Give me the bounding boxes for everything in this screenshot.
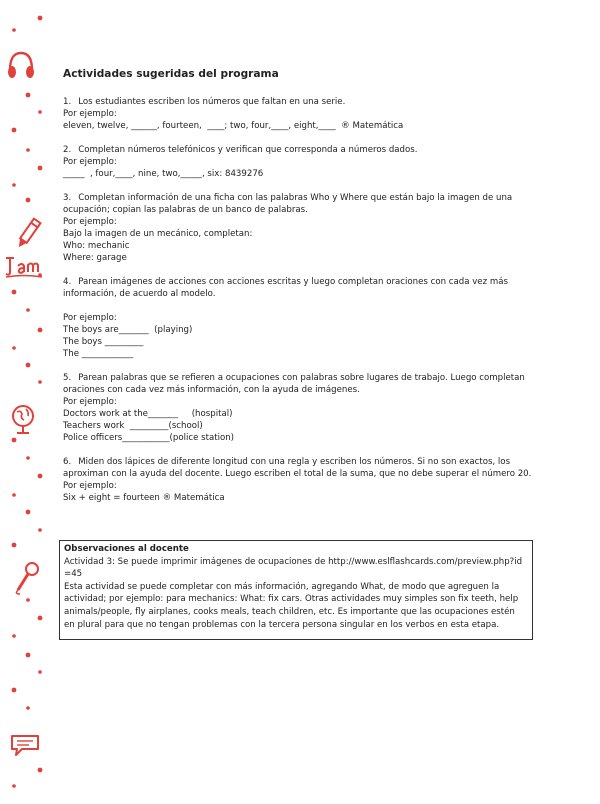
- teacher-observations-box: [59, 540, 533, 640]
- decor-dot: [12, 128, 17, 133]
- activity-line: Bajo la imagen de un mecánico, completan:: [63, 229, 253, 239]
- activities-list: [63, 96, 533, 504]
- activity-number: 5.: [63, 373, 72, 383]
- activity-line: Por ejemplo:: [63, 109, 117, 119]
- decor-dot: [12, 290, 17, 295]
- observations-paragraph-2: Esta actividad se puede completar con más información, agregando What, de modo que agreguen la actividad; por ejemplo: para mechanics: What: fix cars. Otras actividades muy simples son fix teeth, help animals/people, fly airplanes, cooks meals, teach children, etc. Es importante que las ocupaciones estén en plural para que no tengan problemas con la tercera persona singular en los verbos en esta etapa.: [64, 581, 519, 630]
- decor-dot: [12, 493, 16, 497]
- activity-item: [63, 192, 533, 264]
- activity-intro-text: Completan números telefónicos y verifican que corresponda a números dados.: [78, 145, 418, 155]
- activity-number: 2.: [63, 145, 72, 155]
- decor-dot: [12, 346, 16, 350]
- activity-number: 6.: [63, 457, 72, 467]
- activity-line: Police officers___________(police station): [63, 433, 235, 443]
- activity-line: Por ejemplo:: [63, 217, 117, 227]
- decor-dot: [26, 93, 31, 98]
- activity-item: [63, 456, 533, 504]
- decor-dot: [38, 110, 42, 114]
- activity-item: [63, 96, 533, 132]
- decor-dot: [38, 328, 43, 333]
- activity-line: Six + eight = fourteen ® Matemática: [63, 493, 225, 503]
- pencil-icon: [10, 214, 46, 254]
- activity-line: The boys are_______ (playing): [63, 325, 193, 335]
- activity-line: eleven, twelve, ______, fourteen, ____; two, four,____, eight,____ ® Matemática: [63, 121, 404, 131]
- decor-dot: [26, 456, 30, 460]
- decor-dot: [38, 670, 42, 674]
- activity-line: Doctors work at the_______ (hospital): [63, 409, 233, 419]
- decor-dot: [26, 198, 31, 203]
- activities-content: [63, 68, 533, 516]
- activity-line: The boys _________: [63, 337, 144, 347]
- decor-dot: [26, 653, 31, 658]
- decor-dot: [12, 634, 16, 638]
- activity-item: [63, 372, 533, 444]
- decor-dot: [12, 784, 16, 788]
- decor-dot: [38, 616, 43, 621]
- decor-dot: [12, 543, 17, 548]
- activity-line: Teachers work _________(school): [63, 421, 203, 431]
- activity-intro: [63, 276, 533, 300]
- decor-dot: [26, 510, 31, 515]
- activity-number: 1.: [63, 97, 72, 107]
- activity-intro-text: Parean palabras que se refieren a ocupaciones con palabras sobre lugares de trabajo. Luego completan oraciones con cada vez más información, con la ayuda de imágenes.: [63, 373, 525, 395]
- decor-dot: [26, 363, 31, 368]
- activity-intro: [63, 372, 533, 396]
- activity-number: 4.: [63, 277, 72, 287]
- decor-dot: [38, 768, 43, 773]
- decor-dot: [12, 28, 16, 32]
- activity-line: _____ , four,____, nine, two,_____, six: 8439276: [63, 169, 264, 179]
- activity-item: [63, 144, 533, 180]
- observations-paragraph-1: Actividad 3: Se puede imprimir imágenes de ocupaciones de http://www.eslflashcards.com/preview.php?id=45: [64, 556, 523, 580]
- speech-bubble-icon: [8, 732, 42, 758]
- jam-doodle-icon: [2, 254, 46, 280]
- activity-item: [63, 276, 533, 360]
- decor-dot: [12, 183, 16, 187]
- decorative-margin: [0, 0, 55, 800]
- observations-heading: Observaciones al docente: [64, 544, 189, 554]
- activity-line: Where: garage: [63, 253, 127, 263]
- activity-intro: [63, 96, 533, 108]
- decor-dot: [12, 438, 17, 443]
- spacer: [63, 300, 533, 312]
- activity-intro: [63, 144, 533, 156]
- activity-intro-text: Miden dos lápices de diferente longitud con una regla y escriben los números. Si no son exactos, los aproximan con la ayuda del docente. Luego escriben el total de la suma, que no debe superar el número 20. Por ejemplo:: [63, 457, 532, 491]
- activity-line: Who: mechanic: [63, 241, 130, 251]
- decor-dot: [12, 688, 17, 693]
- decor-dot: [26, 706, 30, 710]
- page-title: Actividades sugeridas del programa: [63, 68, 279, 80]
- decor-dot: [26, 598, 30, 602]
- globe-icon: [8, 402, 38, 436]
- microphone-icon: [12, 560, 42, 596]
- activity-number: 3.: [63, 193, 72, 203]
- activity-line: The ____________: [63, 349, 134, 359]
- activity-line: Por ejemplo:: [63, 157, 117, 167]
- activity-line: Por ejemplo:: [63, 397, 117, 407]
- activity-intro-text: Parean imágenes de acciones con acciones escritas y luego completan oraciones con cada vez más información, de acuerdo al modelo.: [63, 277, 508, 299]
- margin-doodles: [0, 0, 55, 800]
- activity-intro-text: Completan información de una ficha con las palabras Who y Where que están bajo la imagen de una ocupación; copian las palabras de un banco de palabras.: [63, 193, 513, 215]
- decor-dot: [38, 528, 42, 532]
- activity-intro-text: Los estudiantes escriben los números que faltan en una serie.: [78, 97, 346, 107]
- activity-intro: [63, 456, 533, 492]
- decor-dot: [38, 166, 43, 171]
- decor-dot: [26, 148, 30, 152]
- decor-dot: [38, 16, 43, 21]
- activity-intro: [63, 192, 533, 216]
- decor-dot: [38, 474, 43, 479]
- headphones-icon: [6, 48, 36, 82]
- decor-dot: [26, 308, 30, 312]
- activity-line: Por ejemplo:: [63, 313, 117, 323]
- decor-dot: [38, 380, 42, 384]
